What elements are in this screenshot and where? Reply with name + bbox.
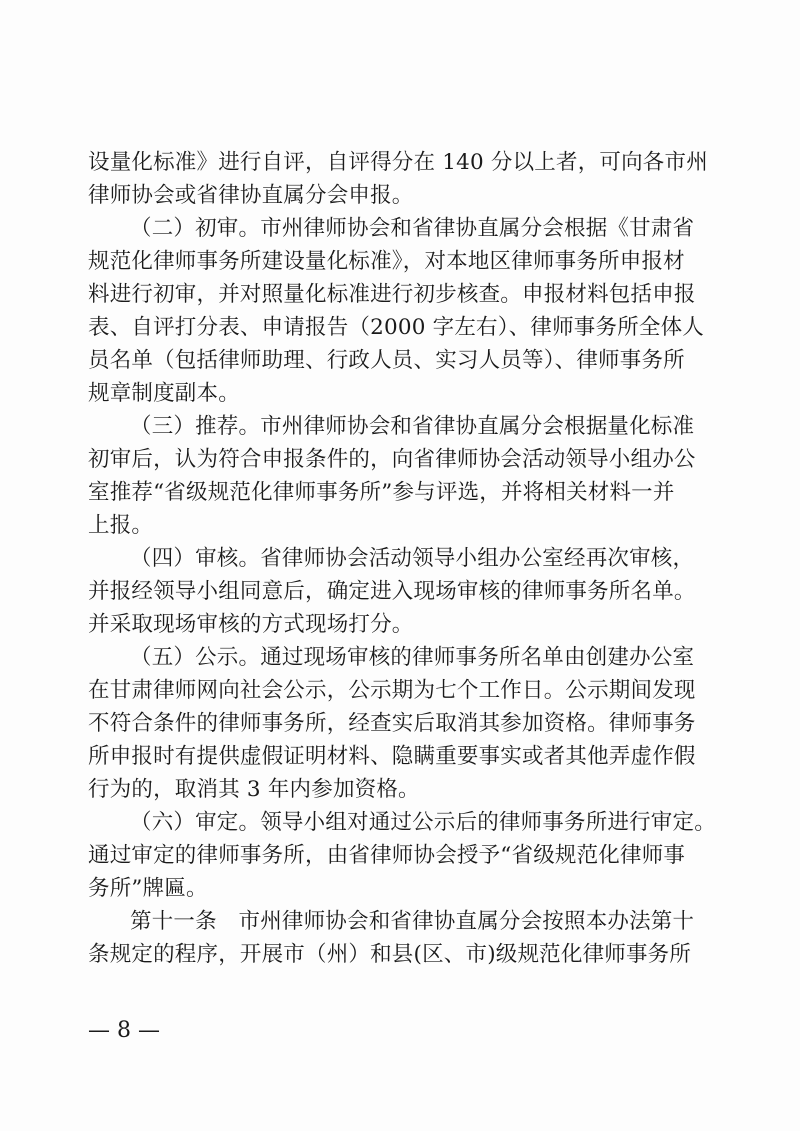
text-line: 并采取现场审核的方式现场打分。 — [88, 612, 414, 637]
text-line: 规范化律师事务所建设量化标准》，对本地区律师事务所申报材 — [88, 249, 685, 274]
text-line: 律师协会或省律协直属分会申报。 — [88, 183, 414, 208]
article-eleven-heading: 第十一条 市州律师协会和省律协直属分会按照本办法第十 — [130, 909, 695, 934]
section-heading-approval: （六）审定。领导小组对通过公示后的律师事务所进行审定。 — [130, 810, 716, 835]
text-line: 设量化标准》进行自评，自评得分在 140 分以上者，可向各市州 — [88, 150, 708, 175]
text-line: 条规定的程序，开展市（州）和县(区、市)级规范化律师事务所 — [88, 942, 692, 967]
text-line: 初审后，认为符合申报条件的，向省律师协会活动领导小组办公 — [88, 447, 696, 472]
text-line: 规章制度副本。 — [88, 381, 240, 406]
section-heading-initial-review: （二）初审。市州律师协会和省律协直属分会根据《甘肃省 — [130, 216, 695, 241]
text-line: 料进行初审，并对照量化标准进行初步核查。申报材料包括申报 — [88, 282, 696, 307]
text-line: 在甘肃律师网向社会公示，公示期为七个工作日。公示期间发现 — [88, 678, 696, 703]
text-line: 通过审定的律师事务所，由省律师协会授予“省级规范化律师事 — [88, 843, 686, 868]
text-line: 务所”牌匾。 — [88, 876, 208, 901]
text-line: 行为的，取消其 3 年内参加资格。 — [88, 777, 420, 802]
text-line: 上报。 — [88, 513, 154, 538]
page-number: — 8 — — [88, 1018, 160, 1043]
text-line: 并报经领导小组同意后，确定进入现场审核的律师事务所名单。 — [88, 579, 696, 604]
text-line: 员名单（包括律师助理、行政人员、实习人员等）、律师事务所 — [88, 348, 685, 373]
section-heading-publicity: （五）公示。通过现场审核的律师事务所名单由创建办公室 — [130, 645, 695, 670]
text-line: 室推荐“省级规范化律师事务所”参与评选，并将相关材料一并 — [88, 480, 675, 505]
text-line: 不符合条件的律师事务所，经查实后取消其参加资格。律师事务 — [88, 711, 696, 736]
section-heading-audit: （四）审核。省律师协会活动领导小组办公室经再次审核， — [130, 546, 695, 571]
section-heading-recommend: （三）推荐。市州律师协会和省律协直属分会根据量化标准 — [130, 414, 695, 439]
text-line: 所申报时有提供虚假证明材料、隐瞒重要事实或者其他弄虚作假 — [88, 744, 696, 769]
text-line: 表、自评打分表、申请报告（2000 字左右）、律师事务所全体人 — [88, 315, 705, 340]
